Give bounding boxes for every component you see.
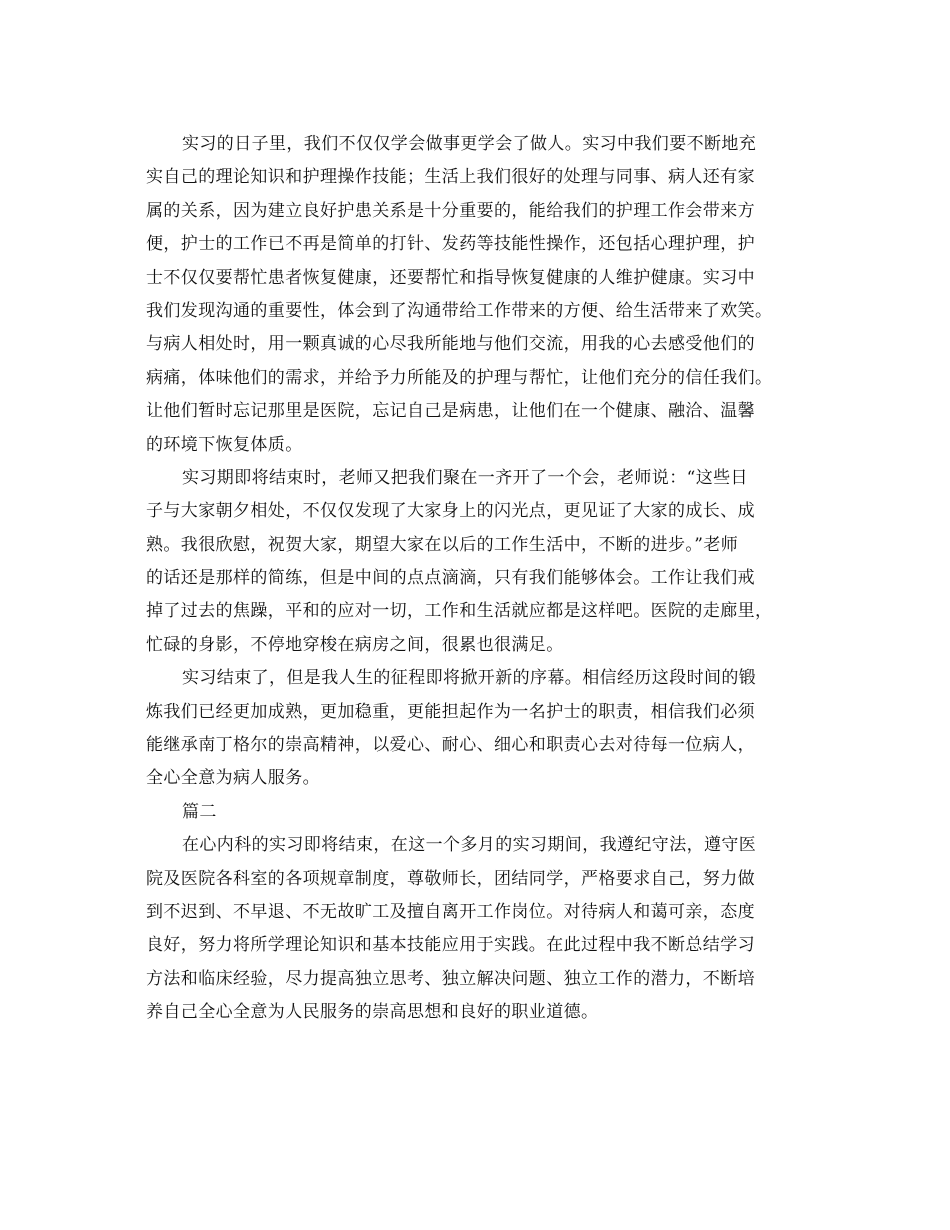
paragraph-cardiology-internship bbox=[146, 829, 806, 1029]
paragraph-practice-end bbox=[146, 662, 806, 796]
text-line: 我们发现沟通的重要性，体会到了沟通带给工作带来的方便、给生活带来了欢笑。 bbox=[146, 300, 773, 321]
text-line: 实习的日子里，我们不仅仅学会做事更学会了做人。实习中我们要不断地充 bbox=[182, 134, 757, 154]
text-line: 忙碌的身影，不停地穿梭在病房之间，很累也很满足。 bbox=[146, 634, 564, 655]
text-line: 养自己全心全意为人民服务的崇高思想和良好的职业道德。 bbox=[146, 1002, 599, 1023]
text-line: 让他们暂时忘记那里是医院，忘记自己是病患，让他们在一个健康、融洽、温馨 bbox=[146, 401, 755, 422]
text-line: 炼我们已经更加成熟，更加稳重，更能担起作为一名护士的职责，相信我们必须 bbox=[146, 701, 755, 722]
text-line: 全心全意为病人服务。 bbox=[146, 768, 320, 789]
text-line: 属的关系，因为建立良好护患关系是十分重要的，能给我们的护理工作会带来方 bbox=[146, 200, 755, 221]
text-line: 到不迟到、不早退、不无故旷工及擅自离开工作岗位。对待病人和蔼可亲，态度 bbox=[146, 901, 755, 922]
text-line: 实习期即将结束时，老师又把我们聚在一齐开了一个会，老师说：“这些日 bbox=[182, 467, 748, 488]
text-line: 在心内科的实习即将结束，在这一个多月的实习期间，我遵纪守法，遵守医 bbox=[182, 835, 757, 856]
text-line: 方法和临床经验，尽力提高独立思考、独立解决问题、独立工作的潜力，不断培 bbox=[146, 968, 755, 989]
text-line: 便，护士的工作已不再是简单的打针、发药等技能性操作，还包括心理护理，护 bbox=[146, 234, 755, 255]
text-line: 与病人相处时，用一颗真诚的心尽我所能地与他们交流，用我的心去感受他们的 bbox=[146, 334, 755, 355]
text-line: 实习结束了，但是我人生的征程即将掀开新的序幕。相信经历这段时间的锻 bbox=[182, 668, 757, 689]
document-body bbox=[146, 128, 806, 1030]
text-line: 熟。我很欣慰，祝贺大家，期望大家在以后的工作生活中，不断的进步。”老师 bbox=[146, 534, 739, 555]
text-line: 子与大家朝夕相处，不仅仅发现了大家身上的闪光点，更见证了大家的成长、成 bbox=[146, 501, 755, 522]
text-line: 院及医院各科室的各项规章制度，尊敬师长，团结同学，严格要求自己，努力做 bbox=[146, 868, 755, 889]
paragraph-teacher-meeting bbox=[146, 462, 806, 662]
text-line: 良好，努力将所学理论知识和基本技能应用于实践。在此过程中我不断总结学习 bbox=[146, 935, 755, 956]
text-line: 病痛，体味他们的需求，并给予力所能及的护理与帮忙，让他们充分的信任我们。 bbox=[146, 367, 773, 388]
text-line: 能继承南丁格尔的崇高精神，以爱心、耐心、细心和职责心去对待每一位病人， bbox=[146, 735, 755, 756]
text-line: 掉了过去的焦躁，平和的应对一切，工作和生活就应都是这样吧。医院的走廊里， bbox=[146, 601, 773, 622]
text-line: 篇二 bbox=[182, 801, 217, 822]
text-line: 士不仅仅要帮忙患者恢复健康，还要帮忙和指导恢复健康的人维护健康。实习中 bbox=[146, 267, 755, 288]
text-line: 实自己的理论知识和护理操作技能；生活上我们很好的处理与同事、病人还有家 bbox=[146, 167, 755, 188]
paragraph-practice-learning bbox=[146, 128, 806, 462]
text-line: 的环境下恢复体质。 bbox=[146, 434, 303, 455]
text-line: 的话还是那样的简练，但是中间的点点滴滴，只有我们能够体会。工作让我们戒 bbox=[146, 568, 755, 589]
section-heading-part-two bbox=[146, 796, 806, 829]
